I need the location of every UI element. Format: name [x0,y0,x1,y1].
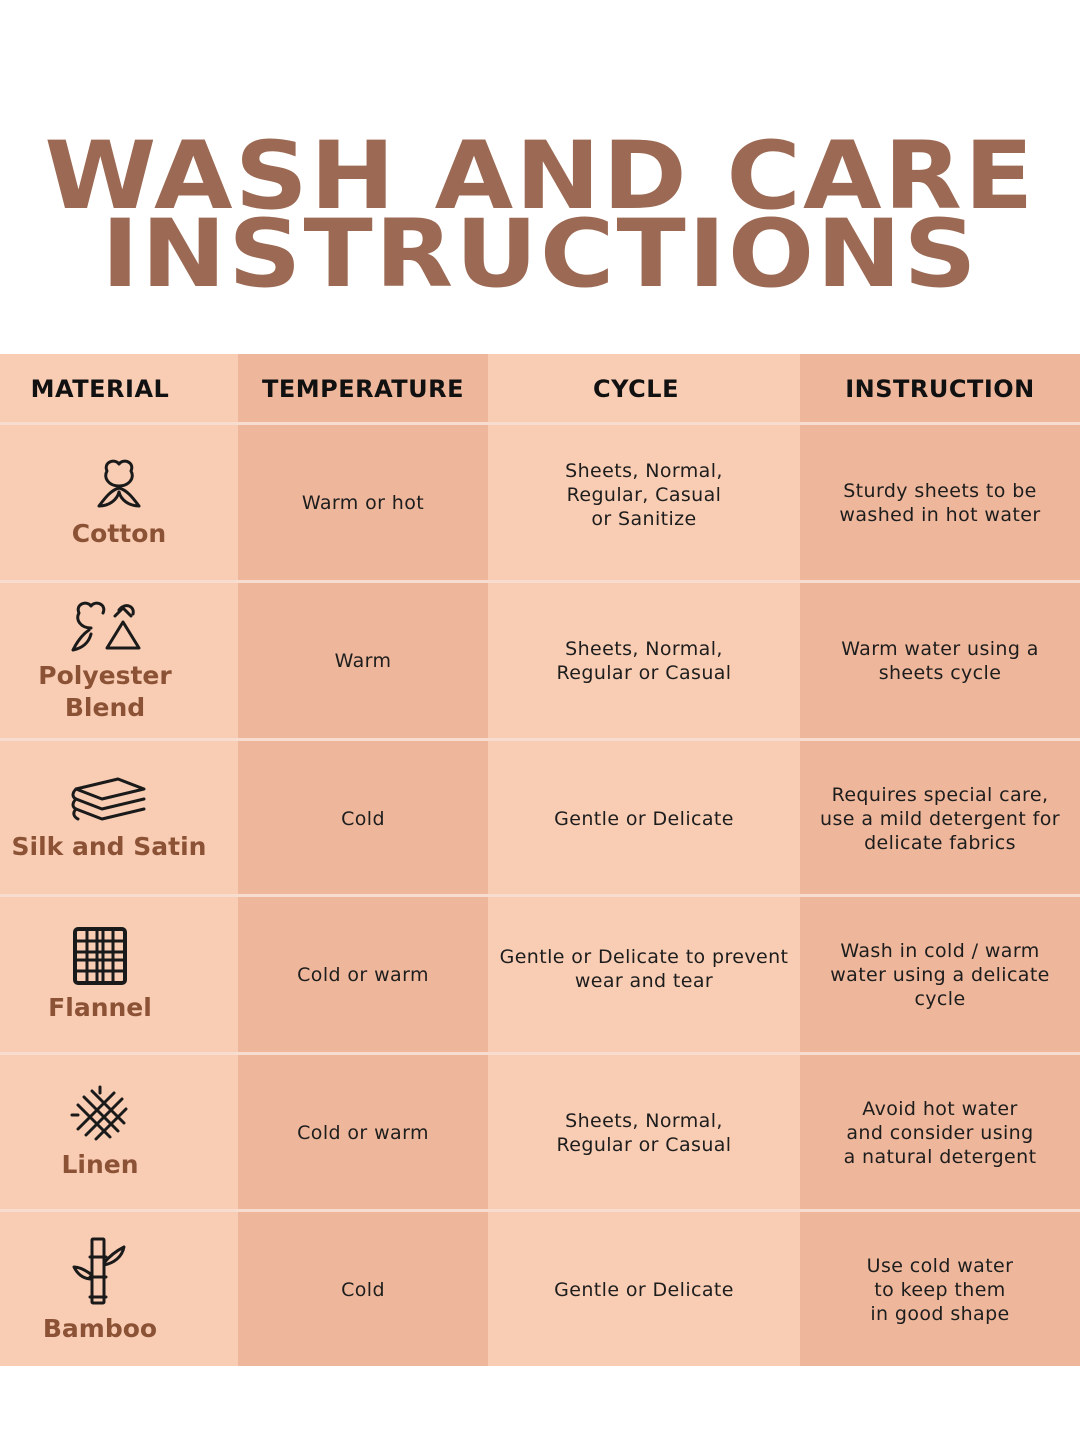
instruction-line: Warm water using a [841,637,1039,660]
instruction-line: Wash in cold / warm [840,939,1040,962]
instruction-cell [800,583,1080,738]
instruction-line: Use cold water [866,1254,1014,1277]
header-temperature: TEMPERATURE [261,375,465,403]
cycle-line: Gentle or Delicate [554,807,734,830]
bamboo-icon [72,1235,128,1307]
temperature-text: Cold [341,1278,385,1301]
table-row [0,1212,1080,1367]
instruction-line: Sturdy sheets to be [843,479,1037,502]
cycle-line: Sheets, Normal, [565,1109,723,1132]
material-name: Silk and Satin [11,831,207,861]
cotton-flower-icon [89,456,149,512]
material-name: Cotton [71,518,167,548]
header-instruction: INSTRUCTION [845,375,1035,403]
instruction-cell [800,425,1080,580]
cycle-line: wear and tear [574,969,714,992]
temperature-text: Cold or warm [297,963,429,986]
table-row [0,897,1080,1052]
cycle-cell [488,741,800,896]
instruction-line: water using a delicate [830,963,1050,986]
instruction-line: sheets cycle [878,661,1002,684]
temperature-cell [238,897,488,1052]
temperature-cell [238,583,488,738]
cycle-line: Gentle or Delicate to prevent [499,945,789,968]
instruction-line: and consider using [846,1121,1034,1144]
temperature-cell [238,1055,488,1210]
cycle-line: Sheets, Normal, [565,637,723,660]
cycle-line: or Sanitize [591,507,697,530]
instruction-line: Requires special care, [831,783,1049,806]
temperature-cell [238,1212,488,1367]
temperature-text: Cold [341,807,385,830]
instruction-cell [800,897,1080,1052]
cycle-line: Regular or Casual [556,661,732,684]
temperature-text: Cold or warm [297,1121,429,1144]
instruction-cell [800,1212,1080,1367]
cycle-cell [488,417,800,572]
instruction-cell [800,1055,1080,1210]
material-cell [0,583,210,738]
material-name: Bamboo [42,1313,158,1343]
material-cell [0,897,200,1052]
header-cycle: CYCLE [593,375,679,403]
instruction-line: in good shape [870,1302,1010,1325]
woven-fiber-icon [70,1085,130,1143]
material-cell [0,1212,200,1367]
cycle-cell [488,891,800,1046]
cycle-cell [488,1055,800,1210]
material-name: Flannel [48,992,152,1022]
instruction-cell [800,741,1080,896]
plaid-grid-icon [72,926,128,986]
care-table [0,354,1080,1366]
material-cell [0,425,238,580]
polyester-blend-icon [67,598,143,654]
title-line-2: INSTRUCTIONS [101,200,979,309]
page-title [0,122,1080,309]
cycle-line: Gentle or Delicate [554,1278,734,1301]
title-line-1: WASH AND CARE [44,122,1036,231]
instruction-line: delicate fabrics [864,831,1016,854]
instruction-line: use a mild detergent for [820,807,1060,830]
cycle-cell [488,1212,800,1367]
material-name: Polyester Blend [38,660,172,722]
instruction-line: a natural detergent [843,1145,1037,1168]
material-name: Linen [61,1149,139,1179]
header-material: MATERIAL [30,375,170,403]
instruction-line: cycle [914,987,966,1010]
table-row [0,425,1080,580]
cycle-line: Regular or Casual [556,1133,732,1156]
cycle-line: Sheets, Normal, [565,459,723,482]
cycle-line: Regular, Casual [566,483,722,506]
folded-fabric-icon [70,775,148,825]
instruction-line: to keep them [874,1278,1006,1301]
temperature-cell [238,741,488,896]
temperature-text: Warm [334,649,392,672]
material-cell [0,1055,200,1210]
temperature-text: Warm or hot [301,491,425,514]
instruction-line: washed in hot water [839,503,1041,526]
temperature-cell [238,425,488,580]
material-cell [0,741,218,896]
cycle-cell [488,583,800,738]
table-row [0,741,1080,896]
instruction-line: Avoid hot water [862,1097,1018,1120]
table-row [0,1055,1080,1210]
table-row [0,583,1080,738]
